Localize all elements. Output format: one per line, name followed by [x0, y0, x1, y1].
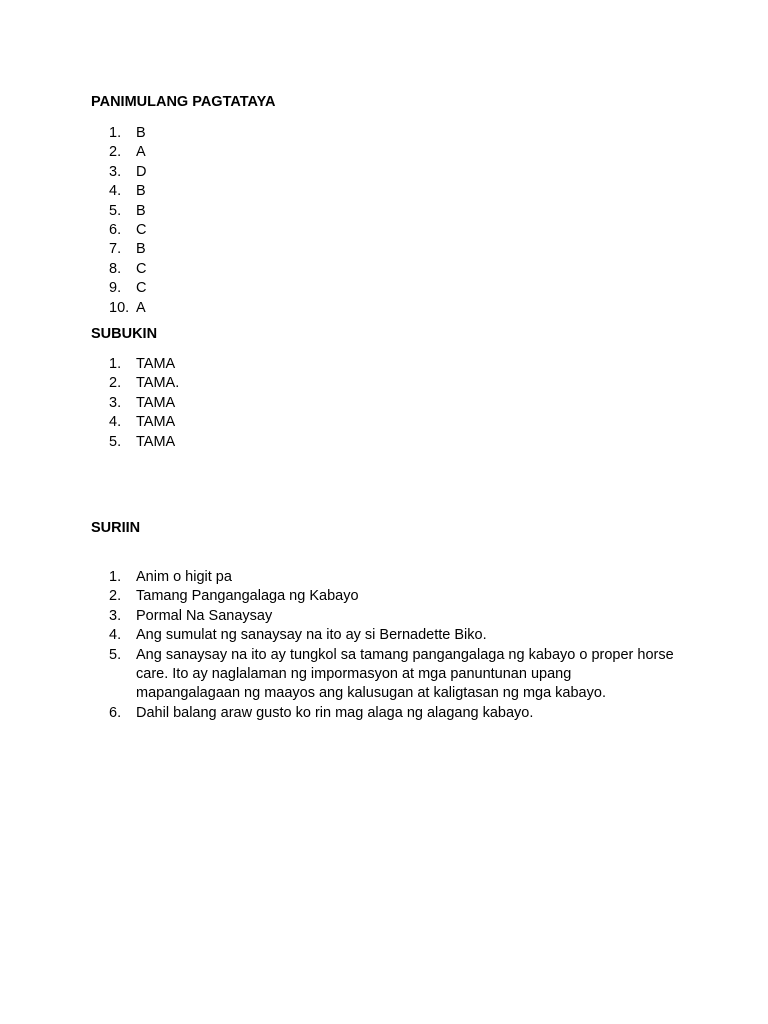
list-item	[91, 433, 711, 452]
list-item	[91, 394, 711, 413]
item-text: TAMA	[136, 414, 176, 431]
list-item	[91, 568, 711, 587]
section-title: SURIIN	[91, 520, 141, 536]
item-number: 5.	[109, 433, 122, 450]
list-item	[91, 221, 711, 240]
section-subukin	[91, 326, 711, 452]
item-text: TAMA	[136, 394, 176, 411]
list-item	[91, 646, 711, 704]
section-title: SUBUKIN	[91, 326, 158, 342]
list-item	[91, 299, 711, 318]
list-item	[91, 607, 711, 626]
item-number: 5.	[109, 646, 122, 663]
item-number: 8.	[109, 260, 122, 277]
item-number: 5.	[109, 202, 122, 219]
answer-list	[91, 568, 711, 723]
item-number: 2.	[109, 144, 122, 161]
answer-list	[91, 124, 711, 318]
item-number: 6.	[109, 704, 122, 721]
item-text: B	[136, 125, 146, 141]
item-number: 2.	[109, 588, 122, 605]
item-number: 3.	[109, 607, 122, 624]
item-number: 6.	[109, 222, 122, 239]
item-text: TAMA	[136, 433, 176, 450]
item-text: B	[136, 183, 146, 200]
item-number: 3.	[109, 394, 122, 411]
item-number: 3.	[109, 163, 122, 180]
item-text: C	[136, 222, 147, 239]
list-item	[91, 182, 711, 201]
list-item	[91, 202, 711, 221]
list-item	[91, 374, 711, 393]
section-title: PANIMULANG PAGTATAYA	[91, 94, 276, 110]
item-text: C	[136, 280, 147, 297]
section-suriin	[91, 520, 711, 723]
item-text: A	[136, 299, 146, 316]
section-panimulang-pagtataya	[91, 94, 711, 318]
item-number: 7.	[109, 241, 122, 258]
list-item	[91, 626, 711, 645]
item-number: 9.	[109, 280, 122, 297]
list-item	[91, 124, 711, 143]
item-number: 1.	[109, 569, 122, 585]
answer-list	[91, 355, 711, 452]
item-number: 2.	[109, 375, 122, 392]
item-number: 1.	[109, 356, 122, 372]
item-number: 4.	[109, 627, 122, 644]
item-text: B	[136, 202, 146, 219]
list-item	[91, 413, 711, 432]
item-number: 4.	[109, 414, 122, 431]
list-item	[91, 163, 711, 182]
item-text: TAMA	[136, 356, 176, 372]
item-text: B	[136, 241, 146, 258]
item-text: TAMA.	[136, 375, 180, 392]
item-text: Ang sumulat ng sanaysay na ito ay si Bernadette Biko.	[136, 627, 487, 644]
item-text: Tamang Pangangalaga ng Kabayo	[136, 588, 359, 605]
item-number: 4.	[109, 183, 122, 200]
item-text: Pormal Na Sanaysay	[136, 607, 273, 624]
list-item	[91, 587, 711, 606]
item-text: Ang sanaysay na ito ay tungkol sa tamang pangangalaga ng kabayo o proper horse care. Ito ay naglalaman ng impormasyon at mga panuntunan upang mapangalagaan ng maayos ang kalusugan at kaligtasan ng mga kabayo.	[136, 646, 674, 702]
item-text: Dahil balang araw gusto ko rin mag alaga ng alagang kabayo.	[136, 704, 534, 721]
item-number: 1.	[109, 125, 122, 141]
list-item	[91, 704, 711, 723]
list-item	[91, 240, 711, 259]
item-number: 10.	[109, 299, 130, 316]
list-item	[91, 143, 711, 162]
list-item	[91, 355, 711, 374]
item-text: Anim o higit pa	[136, 569, 232, 585]
list-item	[91, 279, 711, 298]
list-item	[91, 260, 711, 279]
item-text: C	[136, 260, 147, 277]
item-text: A	[136, 144, 146, 161]
item-text: D	[136, 163, 147, 180]
